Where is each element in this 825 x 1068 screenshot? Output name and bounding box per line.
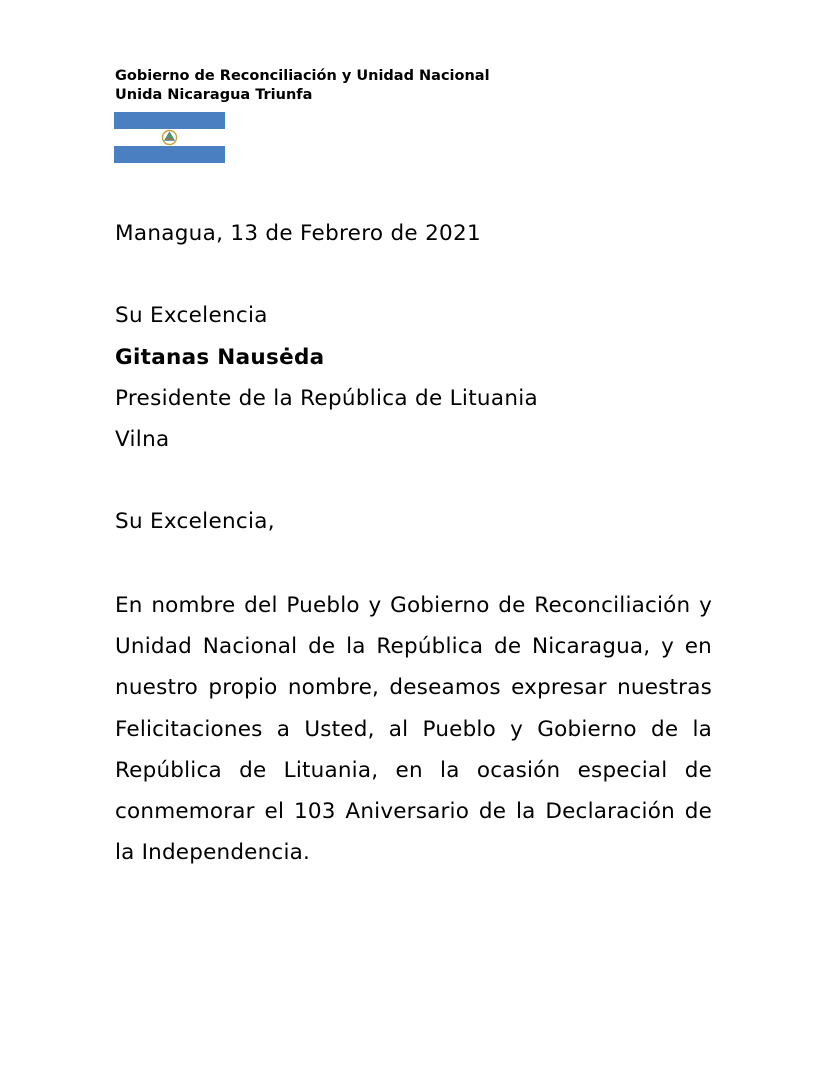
nicaragua-flag-icon	[114, 112, 225, 163]
recipient-honorific: Su Excelencia	[115, 303, 268, 328]
letter-salutation: Su Excelencia,	[115, 509, 275, 534]
recipient-city: Vilna	[115, 427, 170, 452]
letterhead-slogan: Unida Nicaragua Triunfa	[115, 87, 313, 103]
letter-body-paragraph: En nombre del Pueblo y Gobierno de Reconciliación y Unidad Nacional de la República de Nicaragua, y en nuestro propio nombre, deseamos expresar nuestras Felicitaciones a Usted, al Pueblo y Gobierno de la República de Lituania, en la ocasión especial de conmemorar el 103 Aniversario de la Declaración de la Independencia.	[115, 593, 712, 866]
recipient-position: Presidente de la República de Lituania	[115, 386, 539, 411]
recipient-name: Gitanas Nausėda	[115, 345, 325, 370]
letter-date: Managua, 13 de Febrero de 2021	[115, 221, 481, 246]
letterhead	[115, 67, 490, 105]
letterhead-government-name: Gobierno de Reconciliación y Unidad Nacional	[115, 68, 490, 84]
